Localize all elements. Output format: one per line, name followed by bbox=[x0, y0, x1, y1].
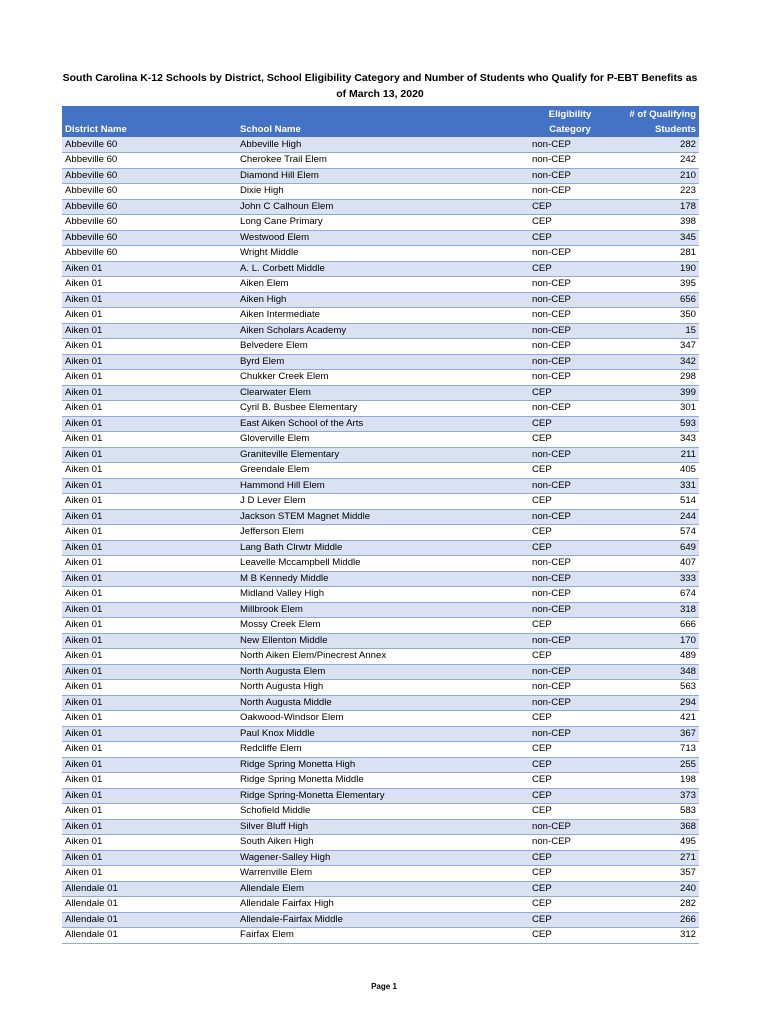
school-cell: J D Lever Elem bbox=[237, 494, 529, 510]
count-cell: 367 bbox=[611, 726, 699, 742]
count-cell: 301 bbox=[611, 401, 699, 417]
district-cell: Aiken 01 bbox=[62, 556, 237, 572]
count-cell: 210 bbox=[611, 168, 699, 184]
category-cell: CEP bbox=[529, 432, 611, 448]
district-cell: Abbeville 60 bbox=[62, 230, 237, 246]
school-cell: New Ellenton Middle bbox=[237, 633, 529, 649]
category-cell: non-CEP bbox=[529, 370, 611, 386]
count-cell: 244 bbox=[611, 509, 699, 525]
school-cell: Chukker Creek Elem bbox=[237, 370, 529, 386]
table-row bbox=[62, 881, 699, 897]
count-cell: 342 bbox=[611, 354, 699, 370]
category-cell: non-CEP bbox=[529, 323, 611, 339]
school-cell: Aiken High bbox=[237, 292, 529, 308]
count-cell: 255 bbox=[611, 757, 699, 773]
district-cell: Aiken 01 bbox=[62, 850, 237, 866]
table-row bbox=[62, 757, 699, 773]
table-row bbox=[62, 230, 699, 246]
category-cell: CEP bbox=[529, 850, 611, 866]
category-cell: non-CEP bbox=[529, 277, 611, 293]
table-row bbox=[62, 401, 699, 417]
school-cell: Allendale Elem bbox=[237, 881, 529, 897]
category-cell: non-CEP bbox=[529, 633, 611, 649]
table-row bbox=[62, 354, 699, 370]
table-row bbox=[62, 292, 699, 308]
district-cell: Aiken 01 bbox=[62, 649, 237, 665]
table-body bbox=[62, 137, 699, 943]
school-cell: Fairfax Elem bbox=[237, 928, 529, 944]
table-row bbox=[62, 261, 699, 277]
school-cell: East Aiken School of the Arts bbox=[237, 416, 529, 432]
school-cell: Oakwood-Windsor Elem bbox=[237, 711, 529, 727]
count-cell: 350 bbox=[611, 308, 699, 324]
district-cell: Aiken 01 bbox=[62, 587, 237, 603]
category-cell: CEP bbox=[529, 649, 611, 665]
column-header-count bbox=[611, 106, 699, 137]
table-row bbox=[62, 432, 699, 448]
table-row bbox=[62, 478, 699, 494]
district-cell: Aiken 01 bbox=[62, 788, 237, 804]
table-row bbox=[62, 556, 699, 572]
school-cell: Allendale-Fairfax Middle bbox=[237, 912, 529, 928]
school-cell: Greendale Elem bbox=[237, 463, 529, 479]
count-cell: 583 bbox=[611, 804, 699, 820]
district-cell: Aiken 01 bbox=[62, 835, 237, 851]
school-cell: Schofield Middle bbox=[237, 804, 529, 820]
category-cell: CEP bbox=[529, 230, 611, 246]
district-cell: Aiken 01 bbox=[62, 494, 237, 510]
district-cell: Abbeville 60 bbox=[62, 215, 237, 231]
column-header-school: School Name bbox=[237, 106, 529, 137]
category-cell: non-CEP bbox=[529, 726, 611, 742]
count-cell: 347 bbox=[611, 339, 699, 355]
count-cell: 395 bbox=[611, 277, 699, 293]
table-row bbox=[62, 137, 699, 153]
table-row bbox=[62, 711, 699, 727]
category-cell: CEP bbox=[529, 463, 611, 479]
count-cell: 190 bbox=[611, 261, 699, 277]
category-cell: non-CEP bbox=[529, 137, 611, 153]
district-cell: Aiken 01 bbox=[62, 354, 237, 370]
table-row bbox=[62, 587, 699, 603]
school-cell: Long Cane Primary bbox=[237, 215, 529, 231]
school-cell: Allendale Fairfax High bbox=[237, 897, 529, 913]
count-cell: 398 bbox=[611, 215, 699, 231]
school-cell: Paul Knox Middle bbox=[237, 726, 529, 742]
school-cell: Ridge Spring Monetta Middle bbox=[237, 773, 529, 789]
category-cell: CEP bbox=[529, 757, 611, 773]
column-header-category bbox=[529, 106, 611, 137]
category-cell: non-CEP bbox=[529, 571, 611, 587]
table-row bbox=[62, 866, 699, 882]
school-cell: Cherokee Trail Elem bbox=[237, 153, 529, 169]
category-cell: CEP bbox=[529, 416, 611, 432]
category-cell: CEP bbox=[529, 199, 611, 215]
table-row bbox=[62, 370, 699, 386]
district-cell: Aiken 01 bbox=[62, 773, 237, 789]
school-cell: Belvedere Elem bbox=[237, 339, 529, 355]
table-row bbox=[62, 649, 699, 665]
table-row bbox=[62, 246, 699, 262]
category-cell: non-CEP bbox=[529, 447, 611, 463]
district-cell: Allendale 01 bbox=[62, 881, 237, 897]
count-cell: 211 bbox=[611, 447, 699, 463]
category-cell: CEP bbox=[529, 385, 611, 401]
district-cell: Aiken 01 bbox=[62, 323, 237, 339]
district-cell: Aiken 01 bbox=[62, 339, 237, 355]
count-cell: 656 bbox=[611, 292, 699, 308]
table-row bbox=[62, 153, 699, 169]
page-number: Page 1 bbox=[371, 982, 397, 991]
column-header-category-line1: Eligibility bbox=[548, 109, 592, 120]
district-cell: Aiken 01 bbox=[62, 261, 237, 277]
table-row bbox=[62, 385, 699, 401]
column-header-district: District Name bbox=[62, 106, 237, 137]
district-cell: Aiken 01 bbox=[62, 680, 237, 696]
district-cell: Abbeville 60 bbox=[62, 199, 237, 215]
category-cell: CEP bbox=[529, 881, 611, 897]
district-cell: Allendale 01 bbox=[62, 912, 237, 928]
district-cell: Aiken 01 bbox=[62, 571, 237, 587]
school-cell: Ridge Spring Monetta High bbox=[237, 757, 529, 773]
count-cell: 331 bbox=[611, 478, 699, 494]
table-row bbox=[62, 416, 699, 432]
district-cell: Allendale 01 bbox=[62, 928, 237, 944]
table-row bbox=[62, 339, 699, 355]
category-cell: CEP bbox=[529, 525, 611, 541]
school-cell: Clearwater Elem bbox=[237, 385, 529, 401]
table-row bbox=[62, 525, 699, 541]
district-cell: Aiken 01 bbox=[62, 447, 237, 463]
school-cell: Leavelle Mccampbell Middle bbox=[237, 556, 529, 572]
count-cell: 514 bbox=[611, 494, 699, 510]
category-cell: non-CEP bbox=[529, 184, 611, 200]
table-row bbox=[62, 819, 699, 835]
school-cell: Millbrook Elem bbox=[237, 602, 529, 618]
count-cell: 368 bbox=[611, 819, 699, 835]
table-row bbox=[62, 199, 699, 215]
category-cell: CEP bbox=[529, 540, 611, 556]
count-cell: 170 bbox=[611, 633, 699, 649]
school-cell: Warrenville Elem bbox=[237, 866, 529, 882]
count-cell: 495 bbox=[611, 835, 699, 851]
table-row bbox=[62, 928, 699, 944]
category-cell: non-CEP bbox=[529, 556, 611, 572]
table-row bbox=[62, 835, 699, 851]
district-cell: Abbeville 60 bbox=[62, 137, 237, 153]
table-row bbox=[62, 742, 699, 758]
school-cell: John C Calhoun Elem bbox=[237, 199, 529, 215]
district-cell: Aiken 01 bbox=[62, 711, 237, 727]
category-cell: CEP bbox=[529, 866, 611, 882]
count-cell: 593 bbox=[611, 416, 699, 432]
table-row bbox=[62, 680, 699, 696]
table-row bbox=[62, 788, 699, 804]
school-cell: North Augusta High bbox=[237, 680, 529, 696]
category-cell: non-CEP bbox=[529, 835, 611, 851]
school-cell: Aiken Intermediate bbox=[237, 308, 529, 324]
district-cell: Aiken 01 bbox=[62, 695, 237, 711]
category-cell: CEP bbox=[529, 261, 611, 277]
district-cell: Abbeville 60 bbox=[62, 153, 237, 169]
count-cell: 345 bbox=[611, 230, 699, 246]
table-row bbox=[62, 850, 699, 866]
category-cell: CEP bbox=[529, 215, 611, 231]
table-row bbox=[62, 664, 699, 680]
count-cell: 407 bbox=[611, 556, 699, 572]
table-row bbox=[62, 463, 699, 479]
district-cell: Abbeville 60 bbox=[62, 184, 237, 200]
school-cell: Redcliffe Elem bbox=[237, 742, 529, 758]
category-cell: non-CEP bbox=[529, 246, 611, 262]
school-cell: South Aiken High bbox=[237, 835, 529, 851]
school-cell: M B Kennedy Middle bbox=[237, 571, 529, 587]
document-title: South Carolina K-12 Schools by District, School Eligibility Category and Number of Students who Qualify for P-EBT Benefits as of March 13, 2020 bbox=[62, 72, 698, 100]
count-cell: 312 bbox=[611, 928, 699, 944]
district-cell: Aiken 01 bbox=[62, 819, 237, 835]
district-cell: Aiken 01 bbox=[62, 478, 237, 494]
school-cell: Cyril B. Busbee Elementary bbox=[237, 401, 529, 417]
table-row bbox=[62, 695, 699, 711]
table-row bbox=[62, 618, 699, 634]
count-cell: 421 bbox=[611, 711, 699, 727]
table-row bbox=[62, 215, 699, 231]
category-cell: CEP bbox=[529, 742, 611, 758]
table-header bbox=[62, 106, 699, 137]
count-cell: 489 bbox=[611, 649, 699, 665]
category-cell: non-CEP bbox=[529, 153, 611, 169]
category-cell: non-CEP bbox=[529, 292, 611, 308]
district-cell: Aiken 01 bbox=[62, 525, 237, 541]
school-cell: Gloverville Elem bbox=[237, 432, 529, 448]
school-cell: Byrd Elem bbox=[237, 354, 529, 370]
count-cell: 343 bbox=[611, 432, 699, 448]
district-cell: Allendale 01 bbox=[62, 897, 237, 913]
category-cell: non-CEP bbox=[529, 168, 611, 184]
schools-table bbox=[62, 106, 699, 944]
category-cell: non-CEP bbox=[529, 695, 611, 711]
category-cell: non-CEP bbox=[529, 339, 611, 355]
category-cell: non-CEP bbox=[529, 680, 611, 696]
category-cell: non-CEP bbox=[529, 478, 611, 494]
count-cell: 294 bbox=[611, 695, 699, 711]
table-row bbox=[62, 277, 699, 293]
district-cell: Aiken 01 bbox=[62, 370, 237, 386]
school-cell: North Augusta Elem bbox=[237, 664, 529, 680]
count-cell: 405 bbox=[611, 463, 699, 479]
table-row bbox=[62, 571, 699, 587]
count-cell: 674 bbox=[611, 587, 699, 603]
district-cell: Aiken 01 bbox=[62, 633, 237, 649]
count-cell: 563 bbox=[611, 680, 699, 696]
count-cell: 266 bbox=[611, 912, 699, 928]
count-cell: 574 bbox=[611, 525, 699, 541]
school-cell: Mossy Creek Elem bbox=[237, 618, 529, 634]
count-cell: 271 bbox=[611, 850, 699, 866]
table-row bbox=[62, 726, 699, 742]
category-cell: CEP bbox=[529, 804, 611, 820]
district-cell: Aiken 01 bbox=[62, 401, 237, 417]
category-cell: CEP bbox=[529, 928, 611, 944]
category-cell: non-CEP bbox=[529, 602, 611, 618]
district-cell: Aiken 01 bbox=[62, 602, 237, 618]
table-row bbox=[62, 633, 699, 649]
table-row bbox=[62, 323, 699, 339]
count-cell: 298 bbox=[611, 370, 699, 386]
district-cell: Abbeville 60 bbox=[62, 246, 237, 262]
count-cell: 357 bbox=[611, 866, 699, 882]
count-cell: 282 bbox=[611, 897, 699, 913]
category-cell: non-CEP bbox=[529, 354, 611, 370]
school-cell: Ridge Spring-Monetta Elementary bbox=[237, 788, 529, 804]
category-cell: CEP bbox=[529, 897, 611, 913]
category-cell: CEP bbox=[529, 912, 611, 928]
school-cell: Aiken Scholars Academy bbox=[237, 323, 529, 339]
district-cell: Aiken 01 bbox=[62, 463, 237, 479]
count-cell: 240 bbox=[611, 881, 699, 897]
table-row bbox=[62, 184, 699, 200]
count-cell: 666 bbox=[611, 618, 699, 634]
column-header-count-line2: Students bbox=[654, 124, 696, 135]
table-row bbox=[62, 494, 699, 510]
count-cell: 281 bbox=[611, 246, 699, 262]
district-cell: Aiken 01 bbox=[62, 540, 237, 556]
district-cell: Aiken 01 bbox=[62, 292, 237, 308]
count-cell: 318 bbox=[611, 602, 699, 618]
school-cell: Jackson STEM Magnet Middle bbox=[237, 509, 529, 525]
district-cell: Aiken 01 bbox=[62, 866, 237, 882]
school-cell: Diamond Hill Elem bbox=[237, 168, 529, 184]
school-cell: Westwood Elem bbox=[237, 230, 529, 246]
school-cell: Aiken Elem bbox=[237, 277, 529, 293]
category-cell: non-CEP bbox=[529, 819, 611, 835]
school-cell: Midland Valley High bbox=[237, 587, 529, 603]
count-cell: 242 bbox=[611, 153, 699, 169]
school-cell: Wright Middle bbox=[237, 246, 529, 262]
school-cell: Abbeville High bbox=[237, 137, 529, 153]
table-row bbox=[62, 509, 699, 525]
district-cell: Aiken 01 bbox=[62, 726, 237, 742]
count-cell: 399 bbox=[611, 385, 699, 401]
district-cell: Aiken 01 bbox=[62, 664, 237, 680]
count-cell: 223 bbox=[611, 184, 699, 200]
category-cell: CEP bbox=[529, 494, 611, 510]
table-row bbox=[62, 168, 699, 184]
school-cell: Dixie High bbox=[237, 184, 529, 200]
table-row bbox=[62, 804, 699, 820]
count-cell: 373 bbox=[611, 788, 699, 804]
table-row bbox=[62, 912, 699, 928]
count-cell: 713 bbox=[611, 742, 699, 758]
count-cell: 15 bbox=[611, 323, 699, 339]
category-cell: CEP bbox=[529, 618, 611, 634]
category-cell: non-CEP bbox=[529, 509, 611, 525]
district-cell: Aiken 01 bbox=[62, 742, 237, 758]
school-cell: Hammond Hill Elem bbox=[237, 478, 529, 494]
district-cell: Aiken 01 bbox=[62, 432, 237, 448]
count-cell: 282 bbox=[611, 137, 699, 153]
category-cell: CEP bbox=[529, 711, 611, 727]
district-cell: Abbeville 60 bbox=[62, 168, 237, 184]
school-cell: North Augusta Middle bbox=[237, 695, 529, 711]
count-cell: 649 bbox=[611, 540, 699, 556]
column-header-count-line1: # of Qualifying bbox=[629, 109, 696, 120]
category-cell: non-CEP bbox=[529, 664, 611, 680]
table-row bbox=[62, 602, 699, 618]
count-cell: 348 bbox=[611, 664, 699, 680]
table-row bbox=[62, 540, 699, 556]
school-cell: Jefferson Elem bbox=[237, 525, 529, 541]
district-cell: Aiken 01 bbox=[62, 757, 237, 773]
school-cell: Graniteville Elementary bbox=[237, 447, 529, 463]
district-cell: Aiken 01 bbox=[62, 308, 237, 324]
category-cell: CEP bbox=[529, 773, 611, 789]
school-cell: Silver Bluff High bbox=[237, 819, 529, 835]
district-cell: Aiken 01 bbox=[62, 385, 237, 401]
district-cell: Aiken 01 bbox=[62, 416, 237, 432]
district-cell: Aiken 01 bbox=[62, 509, 237, 525]
school-cell: Wagener-Salley High bbox=[237, 850, 529, 866]
category-cell: non-CEP bbox=[529, 401, 611, 417]
table-row bbox=[62, 897, 699, 913]
category-cell: non-CEP bbox=[529, 587, 611, 603]
category-cell: non-CEP bbox=[529, 308, 611, 324]
district-cell: Aiken 01 bbox=[62, 618, 237, 634]
count-cell: 178 bbox=[611, 199, 699, 215]
district-cell: Aiken 01 bbox=[62, 804, 237, 820]
count-cell: 198 bbox=[611, 773, 699, 789]
category-cell: CEP bbox=[529, 788, 611, 804]
table-row bbox=[62, 447, 699, 463]
column-header-category-line2: Category bbox=[549, 124, 591, 135]
count-cell: 333 bbox=[611, 571, 699, 587]
district-cell: Aiken 01 bbox=[62, 277, 237, 293]
table-row bbox=[62, 308, 699, 324]
table-row bbox=[62, 773, 699, 789]
school-cell: A. L. Corbett Middle bbox=[237, 261, 529, 277]
school-cell: North Aiken Elem/Pinecrest Annex bbox=[237, 649, 529, 665]
school-cell: Lang Bath Clrwtr Middle bbox=[237, 540, 529, 556]
